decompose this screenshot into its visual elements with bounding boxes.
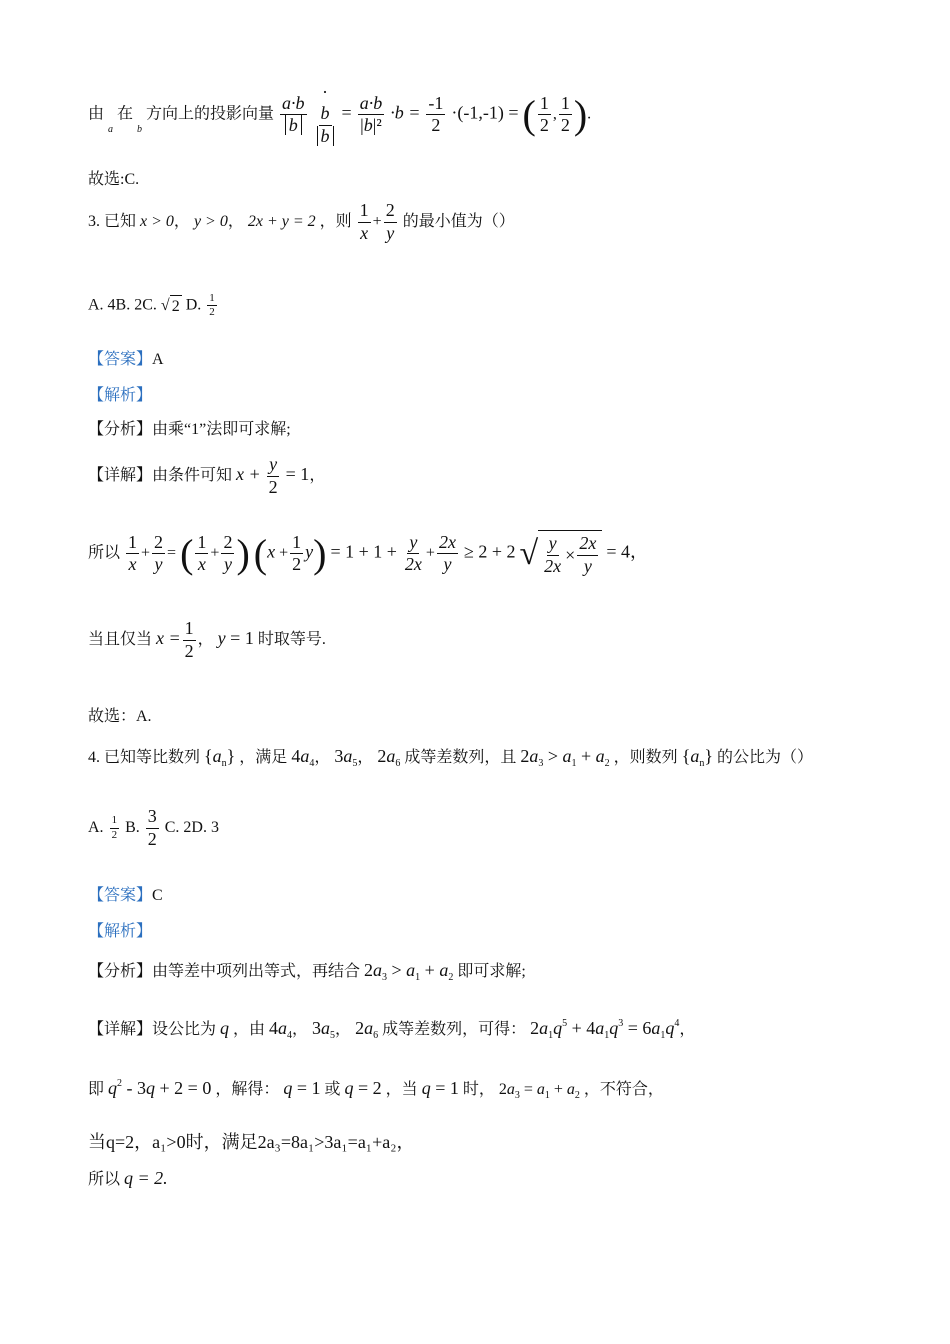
q3-then: ，则: [319, 212, 352, 230]
q4-q2-line: 当q=2，a₁>0时，满足2a₃=8a₁>3a₁=a₁+a₂，: [88, 1132, 415, 1152]
proj-b: b: [137, 124, 143, 136]
proj-rest: 方向上的投影向量: [146, 105, 275, 123]
q4-suoyi: 所以: [88, 1171, 121, 1188]
q4-satisfy: ，满足: [239, 749, 288, 766]
proj-a: a: [108, 124, 114, 136]
q3-cond1: x > 0: [140, 212, 174, 230]
q4-dang: ，当: [385, 1081, 418, 1098]
q3-stem: 3. 已知 x > 0， y > 0， 2x + y = 2 ，则 $\frac{1}{x}$ + $\frac{2}{y}$ 的最小值为（）: [88, 200, 515, 243]
q3-answer: [88, 346, 164, 369]
q4-stem-prefix: 4. 已知等比数列: [88, 749, 201, 766]
q4-stem: 4. 已知等比数列 $\{a_n\}$ ，满足 $4a_4$， $3a_5$， $2a_6$ 成等差数列，且 $2a_3 > a_1 + a_2$ ，则数列 $\{a_n\}$ 的公比为（）: [88, 746, 813, 769]
q4-arith: 成等差数列，且: [404, 749, 517, 766]
q3-cond3: 2x + y = 2: [247, 212, 316, 230]
q3-soyi: 所以: [88, 544, 121, 562]
proj-in: 在: [117, 105, 134, 123]
q4-answer: [88, 882, 163, 905]
proj-frac-2: · b b: [315, 82, 336, 147]
q4-detail-mid2: 成等差数列，可得：: [382, 1021, 527, 1038]
proj-prefix: 由: [88, 105, 105, 123]
q4-jiede: ，解得：: [215, 1081, 280, 1098]
q4-answer-label: 【答案】: [88, 887, 153, 904]
q4-ratio-ask: ，则数列: [613, 749, 678, 766]
q3-equality-prefix: 当且仅当: [88, 630, 153, 648]
q4-answer-value: C: [152, 887, 163, 904]
q3-options: [88, 292, 219, 319]
q4-opt-rest: C. 2D. 3: [164, 818, 219, 836]
q4-or: 或: [324, 1081, 341, 1098]
q4-fenxi: 【分析】由等差中项列出等式，再结合 $2a_3 > a_1 + a_2$ 即可求解;: [88, 960, 526, 983]
q3-inequality: 所以 $\frac{1}{x}$ + $\frac{2}{y}$ = ( $\frac{1}{x}$ + $\frac{2}{y}$ ) (x + $\frac{1}{2}$ y) = 1 + 1 + $\frac{y}{2x}$ + $\frac{2x}{y}$ ≥ 2 + 2 √ $\frac{y}{2x}$ × $\frac{2x}{y}$ = 4，: [88, 531, 648, 577]
q4-final-value: q = 2.: [124, 1168, 168, 1188]
proj-frac-4: $\frac{-1}{2}$: [428, 92, 444, 136]
q3-answer-value: A: [152, 351, 164, 368]
q4-shi: 时，: [462, 1081, 495, 1098]
q3-detail-prefix: 【详解】由条件可知: [88, 466, 233, 484]
q3-sqrt-2: √ 2: [160, 296, 180, 316]
q2-choice: 故选:C.: [88, 171, 140, 188]
q3-cond2: y > 0: [193, 212, 228, 230]
q4-opt-a: A.: [88, 818, 104, 836]
q3-ineq-tail: = 4，: [606, 541, 648, 562]
q4-analysis-label: 【解析】: [88, 923, 153, 940]
q3-frac-half: $\frac{1}{2}$: [209, 292, 215, 319]
q3-opt-d: D.: [185, 296, 202, 314]
q4-detail-mid: ，由: [233, 1021, 266, 1038]
q4-fenxi-prefix: 【分析】由等差中项列出等式，再结合: [88, 963, 361, 980]
proj-frac-1: $\frac{a\cdot b}{b}$: [282, 92, 305, 136]
q3-equality: 当且仅当 x = $\frac{1}{2}$ ， y = 1 时取等号.: [88, 618, 326, 661]
q4-detail-prefix: 【详解】设公比为: [88, 1021, 217, 1038]
q4-ratio-tail: 的公比为（）: [716, 749, 813, 766]
q3-options-text: A. 4B. 2C.: [88, 296, 157, 314]
q4-detail: 【详解】设公比为 q ，由 $4a_4$， $3a_5$， $2a_6$ 成等差数列，可得： $2a_1q^5 + 4a_1q^3 = 6a_1q^4$，: [88, 1018, 696, 1041]
q4-fenxi-tail: 即可求解;: [457, 963, 526, 980]
q3-choice: 故选：A.: [88, 708, 152, 725]
q3-stem-prefix: 3. 已知: [88, 212, 137, 230]
q4-final: [88, 1166, 168, 1189]
q3-analysis-label: 【解析】: [88, 387, 153, 404]
q4-ji: 即: [88, 1081, 105, 1098]
q3-frac-1x: $\frac{1}{x}$: [359, 200, 369, 243]
q3-sqrt-product: √ $\frac{y}{2x}$ × $\frac{2x}{y}$: [519, 530, 602, 577]
q4-bufuhe: ，不符合，: [583, 1081, 664, 1098]
q3-ask: 的最小值为（）: [402, 212, 515, 230]
q4-solve: 即 $q^2 - 3q + 2 = 0$ ，解得： q = 1 或 q = 2 ，当 q = 1 时， $2a_3 = a_1 + a_2$ ，不符合，: [88, 1078, 664, 1101]
q3-equality-tail: 时取等号.: [257, 630, 326, 648]
q4-options: A. $\frac{1}{2}$ B. $\frac{3}{2}$ C. 2D. 3: [88, 806, 219, 849]
q3-fenxi: 【分析】由乘“1”法即可求解;: [88, 421, 291, 438]
proj-frac-3: $\frac{a\cdot b}{\text{|b|²}}$: [359, 92, 383, 136]
q3-answer-label: 【答案】: [88, 351, 153, 368]
q4-opt-b: B.: [125, 818, 140, 836]
q3-frac-2y: $\frac{2}{y}$: [385, 200, 395, 243]
q3-detail: 【详解】由条件可知 x + $\frac{y}{2}$ = 1，: [88, 454, 326, 497]
projection-line: 由 $_a$ 在 $_b$ 方向上的投影向量 $\frac{a\cdot b}{b}$ · b b = $\frac{a\cdot b}{\text{|b|²}}$ ·b = $\frac{-1}{2}$ ·(-1,-1) = ( $\frac{1}{2}$ , $\frac{1}{2}$ ).: [88, 82, 592, 146]
